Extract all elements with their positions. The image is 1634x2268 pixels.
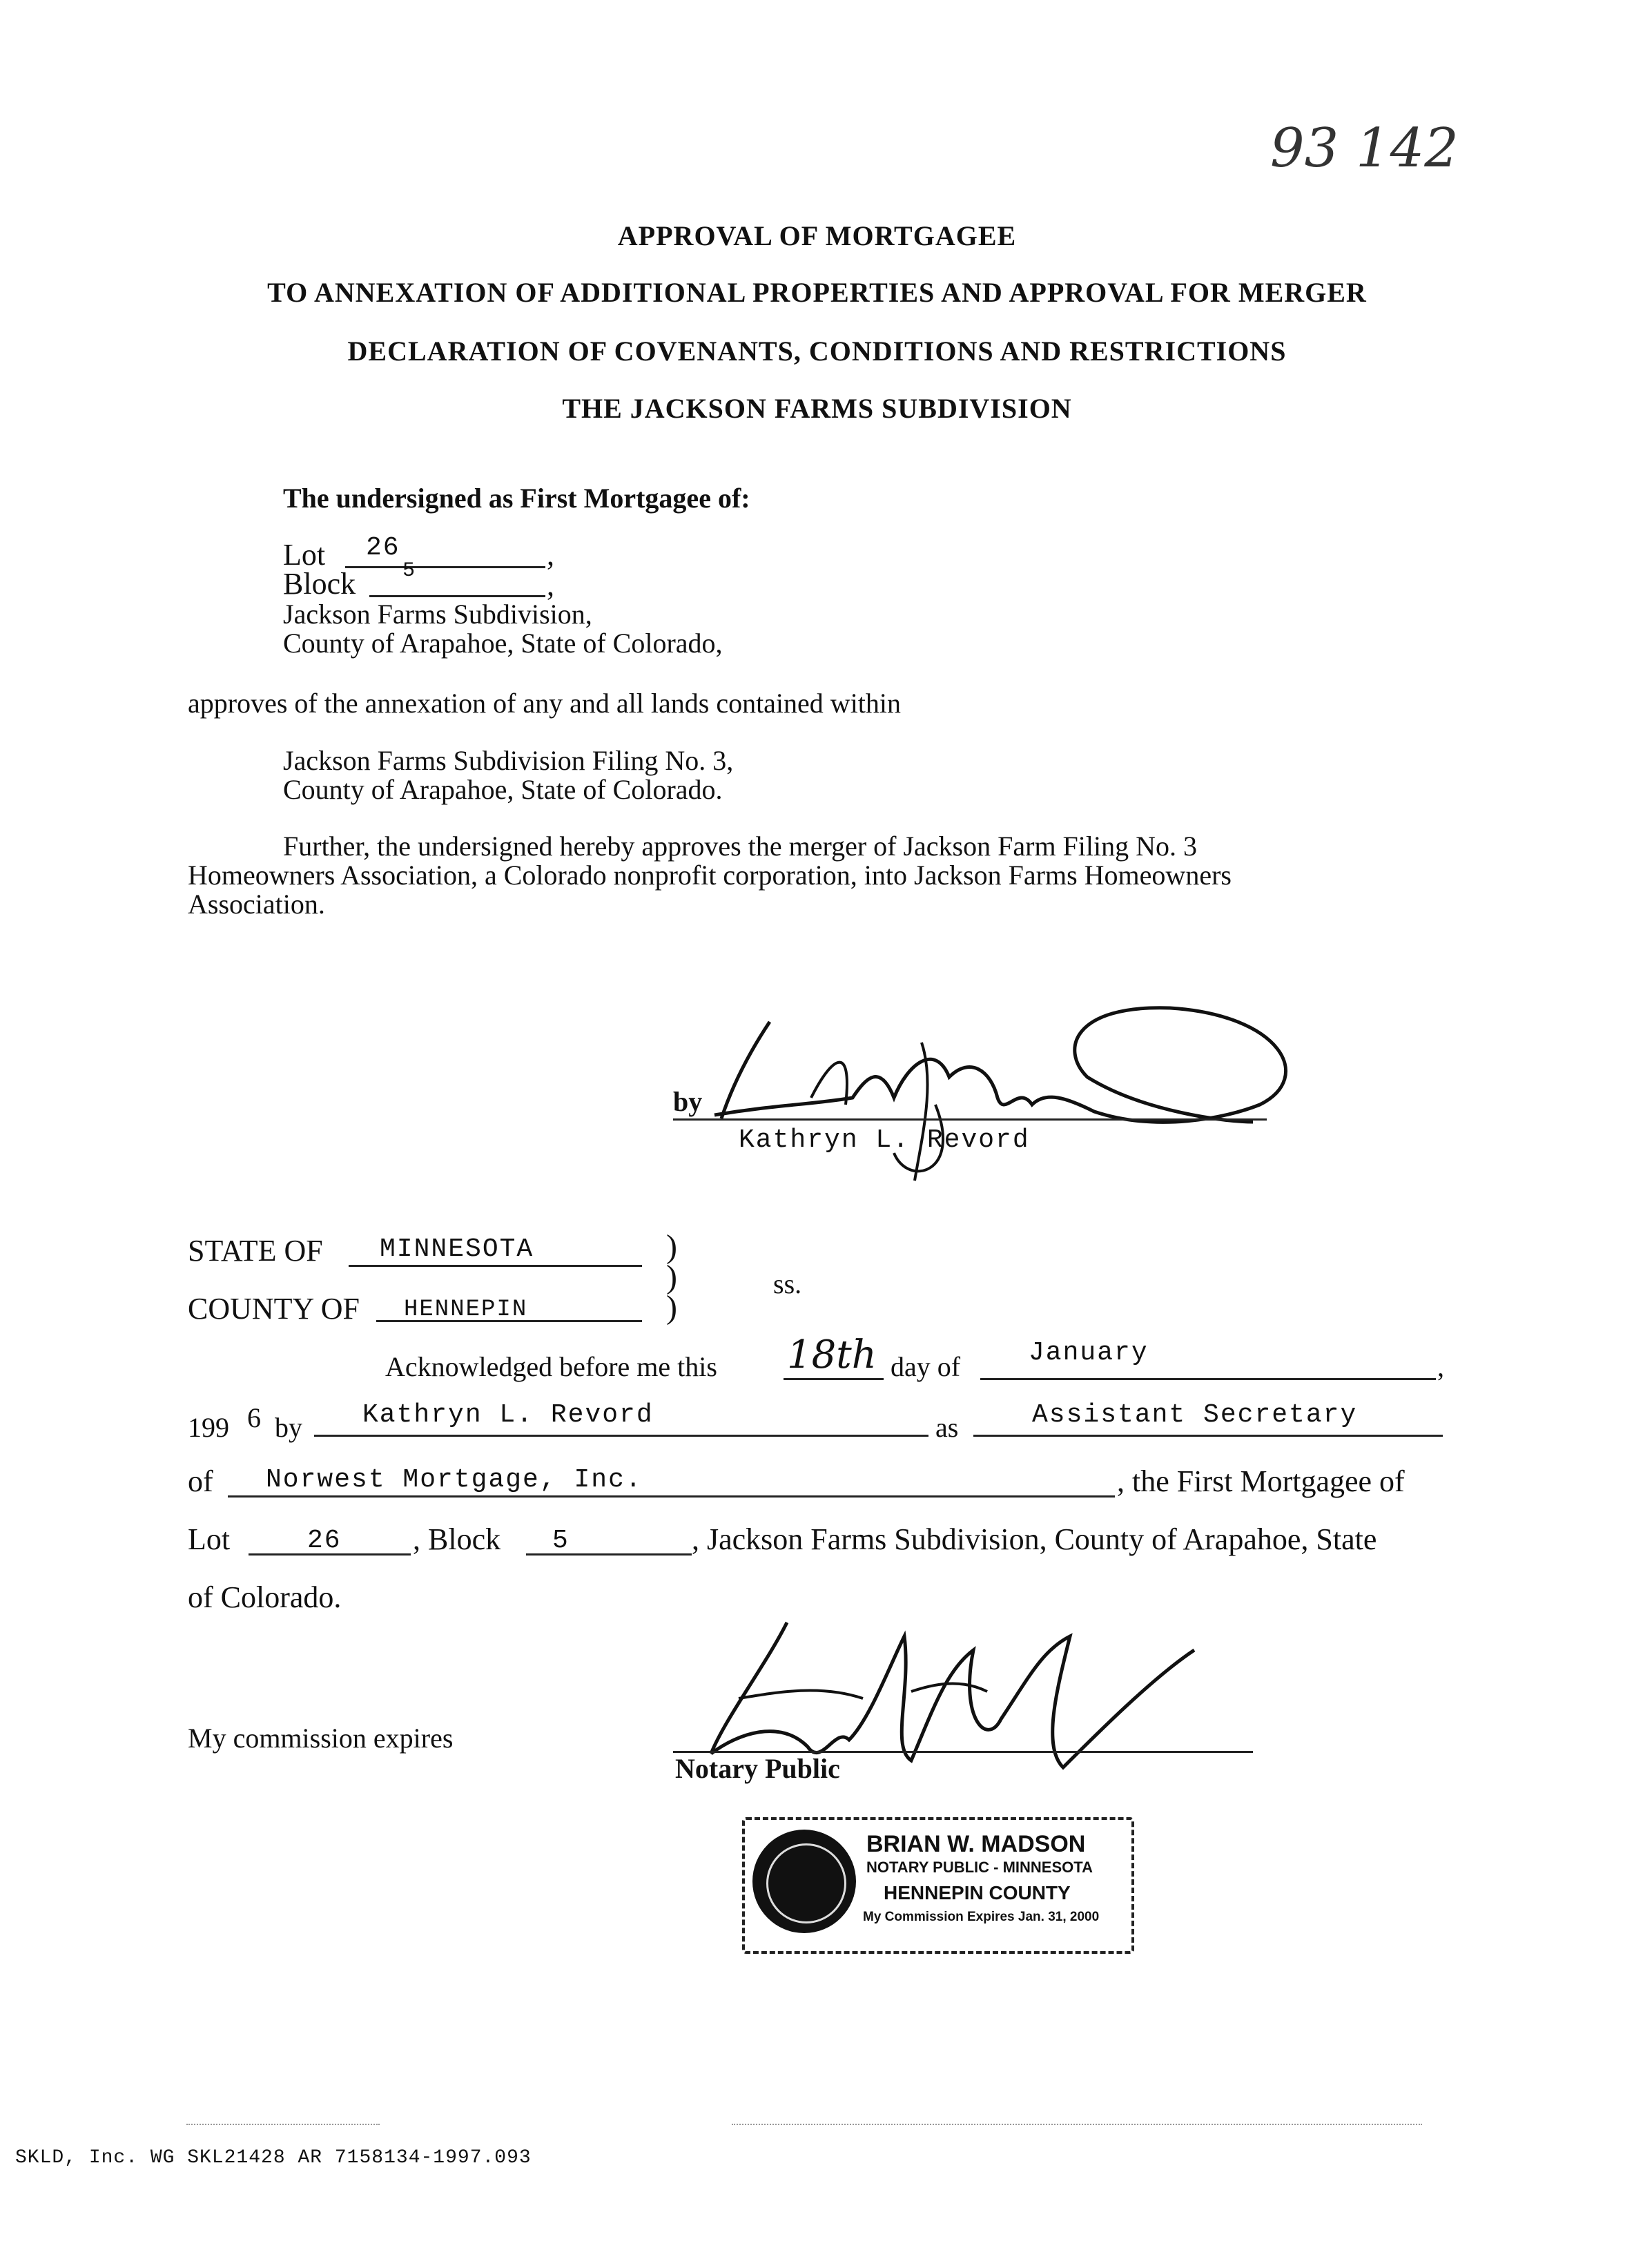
title-line-1: APPROVAL OF MORTGAGEE bbox=[617, 220, 1017, 251]
day-underline bbox=[784, 1378, 884, 1380]
notary-public-label: Notary Public bbox=[675, 1753, 840, 1784]
further-line-2: Homeowners Association, a Colorado nonprofit corporation, into Jackson Farms Homeowners bbox=[188, 860, 1232, 891]
company-value: Norwest Mortgage, Inc. bbox=[266, 1465, 643, 1495]
lot2-value: 26 bbox=[307, 1526, 342, 1555]
company-underline bbox=[228, 1495, 1115, 1498]
stamp-name: BRIAN W. MADSON bbox=[866, 1831, 1086, 1857]
title-underline bbox=[973, 1435, 1443, 1437]
month-value: January bbox=[1029, 1338, 1149, 1368]
intro-text: The undersigned as First Mortgagee of: bbox=[283, 483, 750, 514]
title-line-4: THE JACKSON FARMS SUBDIVISION bbox=[562, 393, 1072, 424]
block2-value: 5 bbox=[552, 1526, 570, 1555]
county-state-line: County of Arapahoe, State of Colorado, bbox=[283, 628, 723, 659]
block2-label: , Block bbox=[413, 1522, 501, 1556]
block-underline bbox=[369, 595, 545, 597]
county-label: COUNTY OF bbox=[188, 1292, 360, 1326]
stamp-county: HENNEPIN COUNTY bbox=[884, 1882, 1071, 1903]
lot-comma: , bbox=[547, 538, 554, 572]
block-comma: , bbox=[547, 568, 554, 602]
lot-underline bbox=[345, 566, 545, 568]
footer-reference: SKLD, Inc. WG SKL21428 AR 7158134-1997.093 bbox=[15, 2147, 532, 2169]
state-underline bbox=[349, 1265, 642, 1267]
kathryn-signature bbox=[673, 1001, 1308, 1208]
stamp-title: NOTARY PUBLIC - MINNESOTA bbox=[866, 1859, 1093, 1876]
of-colorado-text: of Colorado. bbox=[188, 1580, 342, 1614]
bracket-3: ) bbox=[666, 1289, 677, 1326]
subdivision-line: Jackson Farms Subdivision, bbox=[283, 599, 592, 630]
state-value: MINNESOTA bbox=[380, 1234, 534, 1264]
ack-label: Acknowledged before me this bbox=[385, 1351, 717, 1382]
state-label: STATE OF bbox=[188, 1234, 323, 1268]
block-label: Block bbox=[283, 567, 356, 601]
month-underline bbox=[980, 1378, 1436, 1380]
lot-label: Lot bbox=[283, 538, 326, 572]
as-label: as bbox=[935, 1412, 959, 1443]
signer-name: Kathryn L. Revord bbox=[739, 1125, 1030, 1155]
day-of-label: day of bbox=[891, 1351, 961, 1382]
further-line-1: Further, the undersigned hereby approves the merger of Jackson Farm Filing No. 3 bbox=[283, 831, 1198, 862]
notary-seal-inner bbox=[766, 1843, 846, 1923]
by-label: by bbox=[673, 1086, 703, 1117]
county-underline bbox=[376, 1320, 642, 1322]
title-line-2: TO ANNEXATION OF ADDITIONAL PROPERTIES AND APPROVAL FOR MERGER bbox=[267, 277, 1367, 308]
year-digit: 6 bbox=[247, 1402, 261, 1433]
block2-underline bbox=[526, 1553, 692, 1555]
first-mortgagee-text: , the First Mortgagee of bbox=[1117, 1464, 1405, 1498]
ack-name: Kathryn L. Revord bbox=[362, 1400, 654, 1430]
ack-by-label: by bbox=[275, 1412, 302, 1443]
filing-line-2: County of Arapahoe, State of Colorado. bbox=[283, 774, 723, 805]
signature-line bbox=[673, 1118, 1267, 1121]
title-line-3: DECLARATION OF COVENANTS, CONDITIONS AND RESTRICTIONS bbox=[347, 336, 1287, 367]
bracket-2: ) bbox=[666, 1259, 677, 1295]
scan-artifact-left bbox=[186, 2124, 380, 2125]
of-label: of bbox=[188, 1464, 213, 1498]
lot2-underline bbox=[249, 1553, 411, 1555]
bracket-1: ) bbox=[666, 1228, 677, 1265]
title-value: Assistant Secretary bbox=[1032, 1400, 1358, 1430]
year-prefix: 199 bbox=[188, 1412, 229, 1443]
subdivision-text: , Jackson Farms Subdivision, County of Arapahoe, State bbox=[692, 1522, 1377, 1556]
filing-line-1: Jackson Farms Subdivision Filing No. 3, bbox=[283, 745, 734, 776]
approves-text: approves of the annexation of any and all lands contained within bbox=[188, 688, 902, 719]
day-value: 18th bbox=[787, 1332, 877, 1377]
month-comma: , bbox=[1437, 1351, 1444, 1382]
block-value: 5 bbox=[402, 559, 417, 583]
further-line-3: Association. bbox=[188, 889, 325, 920]
scan-artifact-right bbox=[732, 2124, 1422, 2125]
stamp-expires: My Commission Expires Jan. 31, 2000 bbox=[863, 1910, 1100, 1924]
handwritten-file-number: 93 142 bbox=[1270, 117, 1459, 180]
commission-label: My commission expires bbox=[188, 1723, 454, 1754]
ss-label: ss. bbox=[773, 1268, 802, 1299]
county-value: HENNEPIN bbox=[404, 1297, 528, 1323]
lot-value: 26 bbox=[366, 533, 400, 563]
lot2-label: Lot bbox=[188, 1522, 231, 1556]
ack-name-underline bbox=[314, 1435, 928, 1437]
